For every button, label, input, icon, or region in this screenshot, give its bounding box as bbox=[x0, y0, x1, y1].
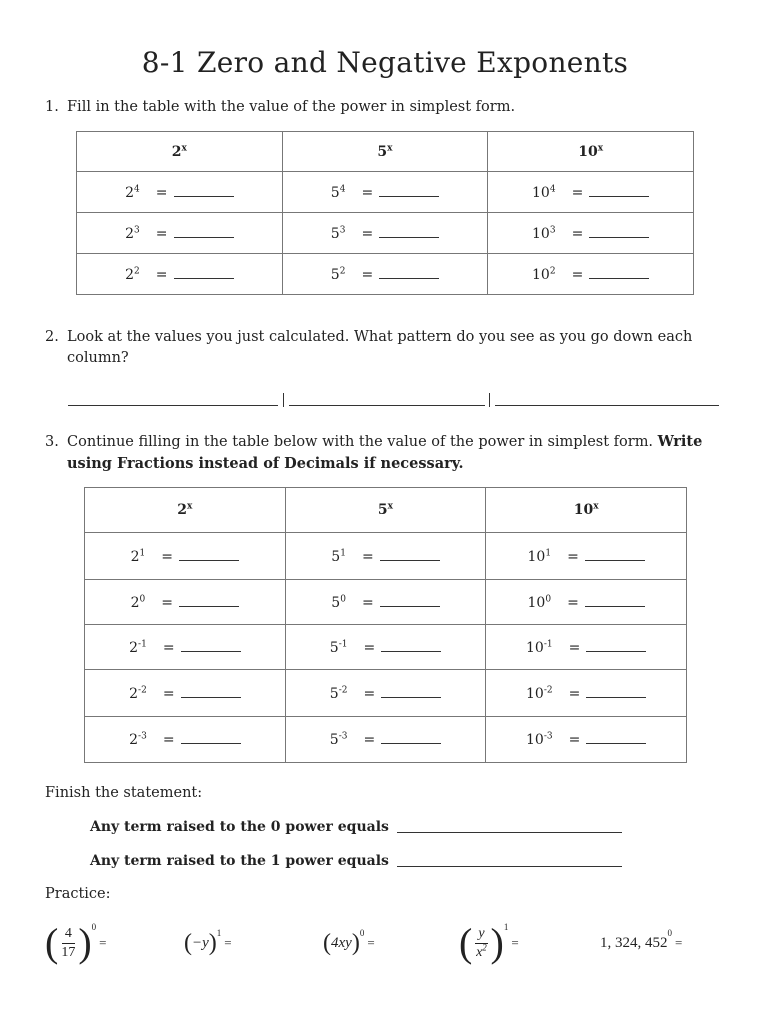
question-3 bbox=[45, 431, 745, 474]
table-1-header-2x: 2$^x$ bbox=[77, 132, 283, 172]
table-cell: $2^{-1}$ = bbox=[85, 625, 286, 670]
practice-expression-5: 1, 324, 452 0 = bbox=[600, 928, 683, 951]
powers-table-2 bbox=[84, 487, 687, 763]
table-row bbox=[85, 717, 687, 763]
open-paren: ( bbox=[45, 920, 59, 965]
answer-blank[interactable] bbox=[381, 639, 441, 652]
table-cell: $5^{-2}$ = bbox=[285, 670, 486, 717]
statement-2-blank[interactable] bbox=[397, 866, 622, 867]
table-cell: $5^2$ = bbox=[282, 254, 488, 295]
table-2-header-row bbox=[85, 488, 687, 533]
table-cell: $5^3$ = bbox=[282, 213, 488, 254]
table-row bbox=[77, 213, 694, 254]
page-title: 8-1 Zero and Negative Exponents bbox=[141, 46, 629, 79]
answer-blank[interactable] bbox=[179, 548, 239, 561]
table-2-header-10x: 10$^x$ bbox=[486, 488, 687, 533]
table-cell: $10^{-1}$ = bbox=[486, 625, 687, 670]
answer-blank[interactable] bbox=[181, 685, 241, 698]
finish-label: Finish the statement: bbox=[45, 785, 203, 801]
question-1-text: Fill in the table with the value of the power in simplest form. bbox=[67, 99, 516, 115]
table-cell: $5^0$ = bbox=[285, 580, 486, 625]
practice-expression-2: ( −y ) 1 = bbox=[184, 928, 232, 956]
table-cell: $2^1$ = bbox=[85, 533, 286, 580]
answer-blank[interactable] bbox=[174, 225, 234, 238]
answer-blank[interactable] bbox=[380, 594, 440, 607]
table-cell: $2^0$ = bbox=[85, 580, 286, 625]
table-row bbox=[85, 670, 687, 717]
table-cell: $2^4$ = bbox=[77, 172, 283, 213]
answer-blank[interactable] bbox=[589, 266, 649, 279]
question-3-bold-2: using Fractions instead of Decimals if necessary. bbox=[67, 455, 464, 472]
question-1-number: 1. bbox=[45, 99, 59, 115]
table-cell: $10^2$ = bbox=[488, 254, 694, 295]
answer-blank[interactable] bbox=[585, 594, 645, 607]
pattern-answer-5x[interactable] bbox=[289, 405, 485, 406]
answer-blank[interactable] bbox=[586, 731, 646, 744]
answer-blank[interactable] bbox=[379, 184, 439, 197]
table-2-header-2x: 2$^x$ bbox=[85, 488, 286, 533]
table-cell: $2^{-2}$ = bbox=[85, 670, 286, 717]
answer-blank[interactable] bbox=[181, 639, 241, 652]
answer-blank[interactable] bbox=[379, 266, 439, 279]
statement-1-blank[interactable] bbox=[397, 832, 622, 833]
table-row bbox=[77, 172, 694, 213]
divider bbox=[489, 393, 490, 407]
practice-expression-1: ( $\frac{4}{17}$ ) 0 = bbox=[45, 920, 107, 965]
table-cell: $5^{-3}$ = bbox=[285, 717, 486, 763]
table-cell: $2^{-3}$ = bbox=[85, 717, 286, 763]
table-cell: $10^3$ = bbox=[488, 213, 694, 254]
answer-blank[interactable] bbox=[181, 731, 241, 744]
answer-blank[interactable] bbox=[589, 184, 649, 197]
answer-blank[interactable] bbox=[179, 594, 239, 607]
fraction: $\frac{4}{17}$ bbox=[61, 925, 76, 960]
question-3-bold-1: Write bbox=[657, 433, 703, 450]
answer-blank[interactable] bbox=[586, 639, 646, 652]
answer-blank[interactable] bbox=[381, 731, 441, 744]
table-1-header-10x: 10$^x$ bbox=[488, 132, 694, 172]
powers-table-1 bbox=[76, 131, 694, 295]
answer-blank[interactable] bbox=[174, 184, 234, 197]
answer-blank[interactable] bbox=[380, 548, 440, 561]
table-row bbox=[85, 533, 687, 580]
table-cell: $2^3$ = bbox=[77, 213, 283, 254]
close-paren: ) bbox=[78, 920, 92, 965]
table-cell: $2^2$ = bbox=[77, 254, 283, 295]
answer-blank[interactable] bbox=[381, 685, 441, 698]
answer-blank[interactable] bbox=[586, 685, 646, 698]
question-2-line-1: Look at the values you just calculated. What pattern do you see as you go down each bbox=[67, 329, 693, 345]
statement-2 bbox=[90, 853, 389, 869]
table-row bbox=[85, 580, 687, 625]
question-1 bbox=[45, 97, 515, 118]
answer-blank[interactable] bbox=[589, 225, 649, 238]
table-cell: $5^{-1}$ = bbox=[285, 625, 486, 670]
answer-blank[interactable] bbox=[379, 225, 439, 238]
table-cell: $10^{-2}$ = bbox=[486, 670, 687, 717]
practice-expression-4: ( $\frac{y}{x^2}$ ) 1 = bbox=[459, 920, 519, 965]
fraction: $\frac{y}{x^2}$ bbox=[476, 925, 487, 960]
table-row bbox=[77, 254, 694, 295]
answer-blank[interactable] bbox=[585, 548, 645, 561]
table-1-header-row bbox=[77, 132, 694, 172]
question-2 bbox=[45, 327, 745, 369]
table-row bbox=[85, 625, 687, 670]
pattern-answer-10x[interactable] bbox=[495, 405, 719, 406]
question-2-line-2: column? bbox=[67, 350, 129, 366]
pattern-answer-2x[interactable] bbox=[68, 405, 278, 406]
statement-2-text: Any term raised to the 1 power equals bbox=[90, 853, 389, 869]
practice-expression-3: ( 4xy ) 0 = bbox=[323, 928, 375, 956]
statement-1-text: Any term raised to the 0 power equals bbox=[90, 819, 389, 835]
table-2-header-5x: 5$^x$ bbox=[285, 488, 486, 533]
table-cell: $10^0$ = bbox=[486, 580, 687, 625]
table-cell: $10^4$ = bbox=[488, 172, 694, 213]
table-cell: $5^4$ = bbox=[282, 172, 488, 213]
table-1-header-5x: 5$^x$ bbox=[282, 132, 488, 172]
question-3-text: Continue filling in the table below with the value of the power in simplest form. bbox=[67, 434, 654, 450]
question-3-number: 3. bbox=[45, 434, 59, 450]
answer-blank[interactable] bbox=[174, 266, 234, 279]
table-cell: $10^{-3}$ = bbox=[486, 717, 687, 763]
statement-1 bbox=[90, 819, 389, 835]
divider bbox=[283, 393, 284, 407]
table-cell: $5^1$ = bbox=[285, 533, 486, 580]
table-cell: $10^1$ = bbox=[486, 533, 687, 580]
practice-label: Practice: bbox=[45, 886, 111, 902]
question-2-number: 2. bbox=[45, 329, 59, 345]
